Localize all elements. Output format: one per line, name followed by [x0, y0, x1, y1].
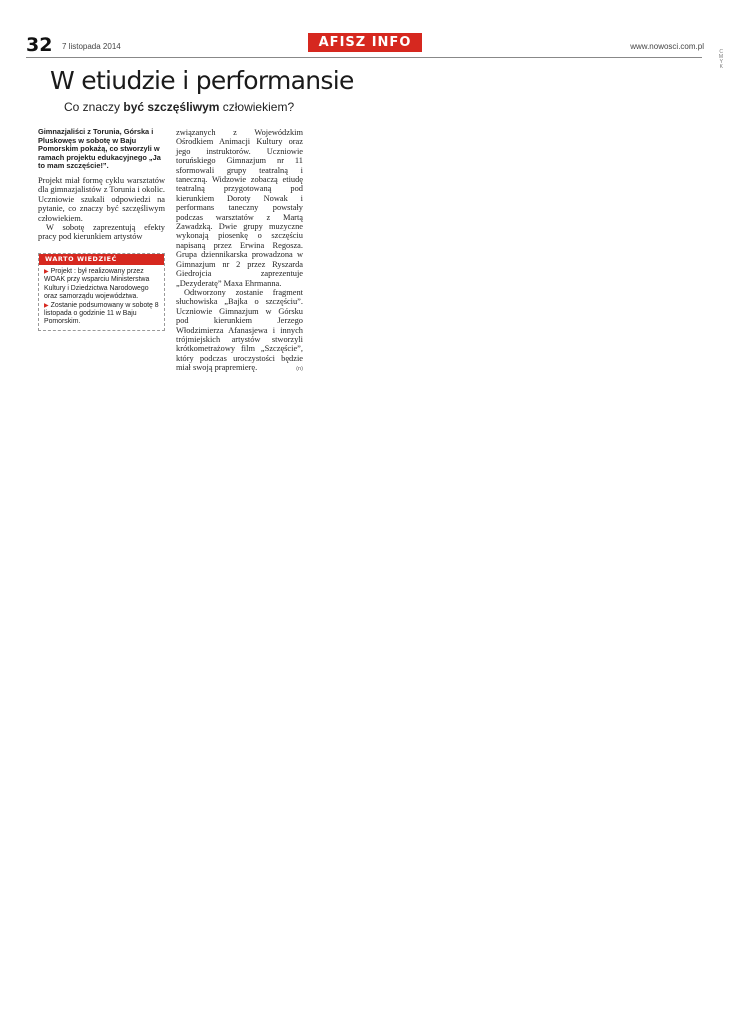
article-paragraph-text: Odtworzony zostanie fragment słuchowiska „Bajka o szczęściu”. Uczniowie Gimnazjum w Górsku pod kierunkiem Jerzego Włodzimierza Afanasjewa i innych trójmiejskich artystów stworzyli krótkometrażowy film „Szczęście”, który podczas uroczystości będzie miał swoją prapremierę.: [176, 287, 303, 373]
box-item-text: Zostanie podsumowany w sobotę 8 listopada o godzinie 11 w Baju Pomorskim.: [44, 301, 159, 326]
article-subheadline: [64, 100, 294, 114]
article-paragraph: Projekt miał formę cyklu warsztatów dla gimnazjalistów z Torunia i okolic. Uczniowie szukali odpowiedzi na pytanie, co znaczy być szczęśliwym człowiekiem.: [38, 175, 165, 223]
article-headline: W etiudzie i performansie: [50, 66, 354, 95]
color-mark-m: M: [718, 54, 723, 60]
subheadline-bold: być szczęśliwym: [123, 100, 220, 114]
article-column-right: [176, 128, 303, 375]
box-item: [44, 302, 159, 327]
triangle-bullet-icon: ▶: [44, 302, 49, 309]
subheadline-part-2: człowiekiem?: [219, 100, 295, 114]
warto-wiedziec-box: [38, 253, 165, 331]
article-column-left: [38, 128, 165, 242]
article-paragraph: W sobotę zaprezentują efekty pracy pod kierunkiem artystów: [38, 223, 165, 242]
site-url[interactable]: www.nowosci.com.pl: [630, 42, 704, 51]
box-item-text: Projekt : był realizowany przez WOAK przy wsparciu Ministerstwa Kultury i Dziedzictwa Narodowego oraz samorządu województwa.: [44, 268, 150, 301]
header-rule: [26, 57, 702, 58]
subheadline-part-1: Co znaczy: [64, 100, 124, 114]
article-lead: Gimnazjaliści z Torunia, Górska i Pluskowęs w sobotę w Baju Pomorskim pokażą, co stworzyli w ramach projektu edukacyjnego „Ja to mam szczęście!”.: [38, 127, 161, 171]
box-item: [44, 268, 159, 302]
page-number: 32: [26, 34, 53, 56]
author-signature: (n): [296, 366, 303, 373]
box-header: WARTO WIEDZIEĆ: [39, 254, 164, 265]
color-mark-c: C: [719, 49, 723, 55]
section-label: AFISZ INFO: [308, 33, 422, 52]
color-mark-y: Y: [719, 59, 723, 65]
color-mark-k: K: [719, 64, 723, 70]
triangle-bullet-icon: ▶: [44, 269, 49, 275]
color-registration-marks: [713, 50, 723, 70]
issue-date: 7 listopada 2014: [62, 42, 121, 51]
article-paragraph: związanych z Wojewódzkim Ośrodkiem Animacji Kultury oraz jego instruktorów. Uczniowie toruńskiego Gimnazjum nr 11 sformowali grupy teatralną i taneczną. Widzowie zobaczą etiudę teatralną przygotowaną pod kierunkiem Doroty Nowak i performans taneczny powstały podczas warsztatów z Martą Zawadzką. Dwie grupy muzyczne wykonają piosenkę o szczęściu napisaną przez Erwina Regosza. Grupa dziennikarska prowadzona w Gimnazjum nr 2 przez Ryszarda Giedrojcia zaprezentuje „Dezyderatę” Maxa Ehrmanna.: [176, 128, 303, 288]
article-paragraph: [176, 288, 303, 373]
